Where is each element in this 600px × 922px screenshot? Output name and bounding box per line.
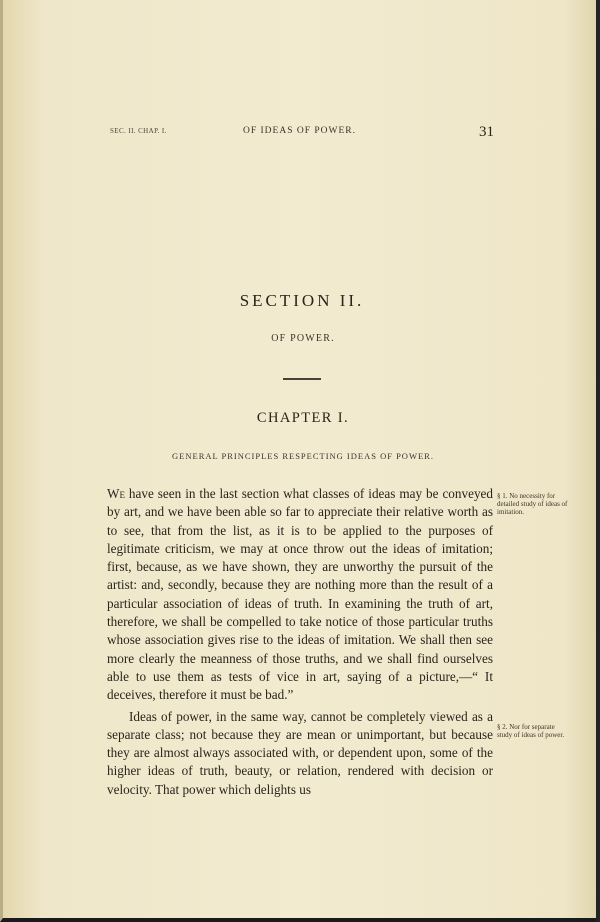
margin-note-1: § 1. No necessity for detailed study of ideas of imitation. (497, 492, 568, 516)
paragraph-2: Ideas of power, in the same way, cannot be completely viewed as a separate class; not because they are mean or unimportant, but because they are almost always associated with, or dependent upon, some of the higher ideas of truth, beauty, or relation, rendered with decision or velocity. That power which delights us (107, 708, 493, 797)
section-title-text: SECTION II. (239, 291, 365, 310)
section-subtitle: OF POWER. (271, 333, 335, 344)
body-text (107, 485, 493, 799)
chapter-subtitle: GENERAL PRINCIPLES RESPECTING IDEAS OF POWER. (172, 451, 434, 461)
running-head-left: SEC. II. CHAP. I. (110, 127, 167, 135)
paragraph-1-text: have seen in the last section what classes of ideas may be conveyed by art, and we have been able so far to appreciate their relative worth as to see, that from the list, as it is to be applied to the purposes of legitimate criticism, we may at once throw out the ideas of imitation; first, because, as we have shown, they are unworthy the pursuit of the artist: and, secondly, because they are nothing more than the result of a particular association of ideas of truth. In examining the truth of art, therefore, we shall be compelled to take notice of those particular truths whose association gives rise to the ideas of imitation. We shall then see more clearly the meanness of those truths, and we shall find ourselves able to use them as tests of vice in art, saying of a picture,—“ It deceives, therefore it must be bad.” (107, 486, 493, 703)
ornamental-rule (283, 378, 321, 380)
section-title (3, 291, 600, 311)
page-edge (596, 0, 600, 922)
paragraph-1-first-word: We (107, 486, 125, 501)
chapter-title: CHAPTER I. (256, 410, 350, 426)
page-number: 31 (479, 124, 494, 140)
margin-note-2: § 2. Nor for separate study of ideas of power. (497, 723, 565, 739)
running-head-title: OF IDEAS OF POWER. (243, 126, 357, 136)
paragraph-1 (107, 485, 493, 705)
